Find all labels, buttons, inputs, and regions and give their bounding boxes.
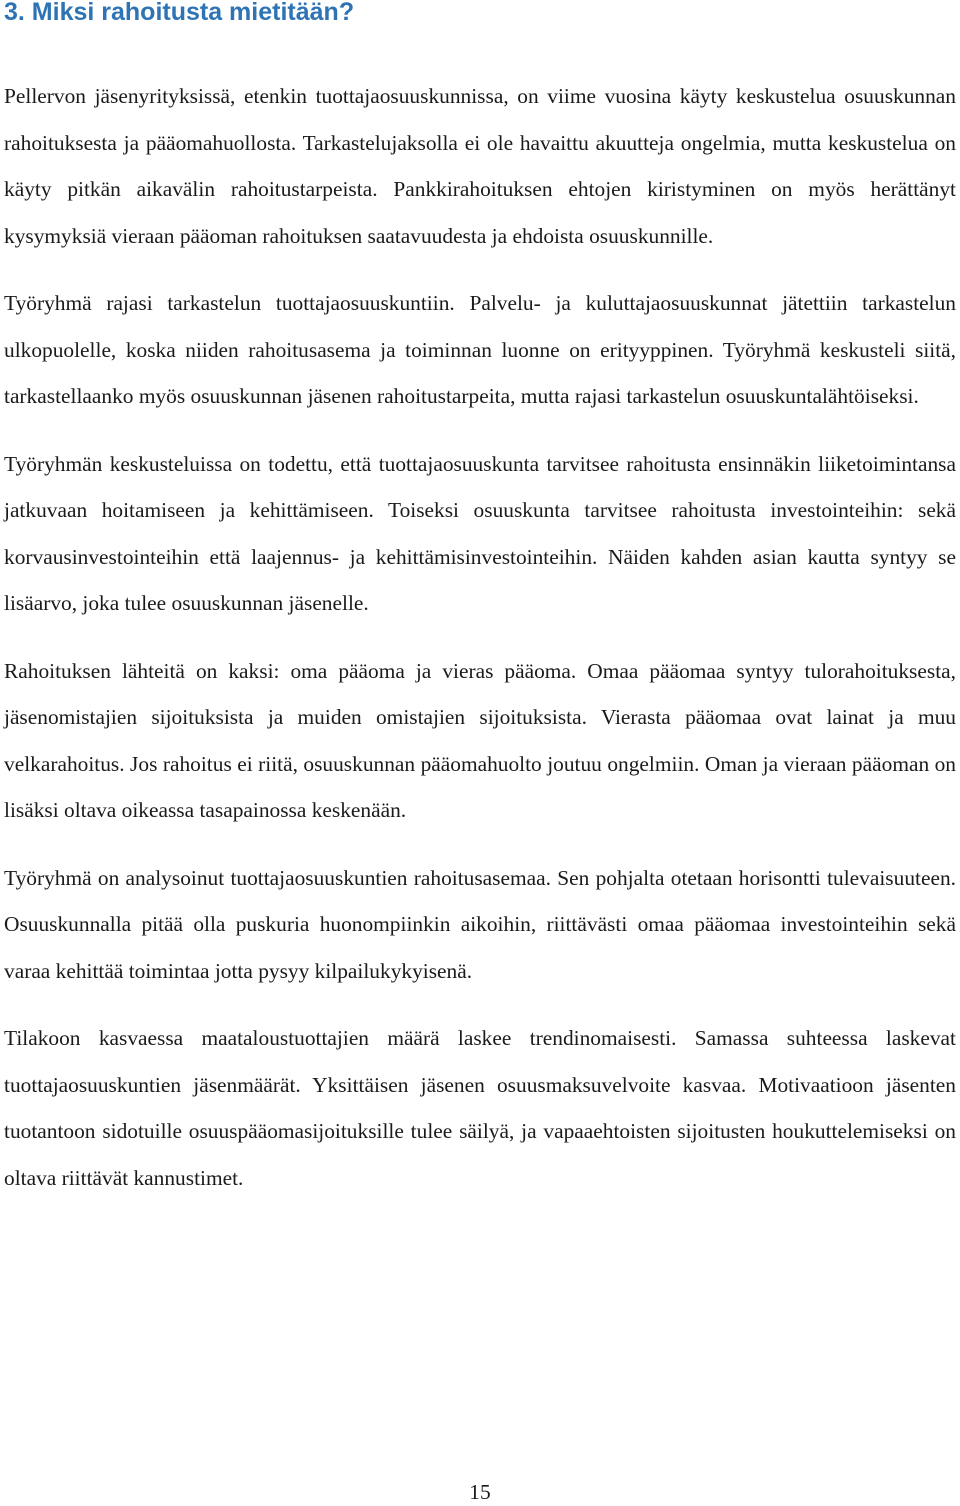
- paragraph-scope: Työryhmä rajasi tarkastelun tuottajaosuuskuntiin. Palvelu- ja kuluttajaosuuskunnat jätettiin tarkastelun ulkopuolelle, koska niiden rahoitusasema ja toiminnan luonne on erityyppinen. Työryhmä keskusteli siitä, tarkastellaanko myös osuuskunnan jäsenen rahoitustarpeita, mutta rajasi tarkastelun osuuskuntalähtöiseksi.: [4, 291, 956, 408]
- document-page: [4, 0, 956, 1201]
- page-number: 15: [469, 1480, 491, 1504]
- section-heading: 3. Miksi rahoitusta mietitään?: [4, 0, 355, 26]
- paragraph-financing-sources: Rahoituksen lähteitä on kaksi: oma pääoma ja vieras pääoma. Omaa pääomaa syntyy tulorahoituksesta, jäsenomistajien sijoituksista ja muiden omistajien sijoituksista. Vierasta pääomaa ovat lainat ja muu velkarahoitus. Jos rahoitus ei riitä, osuuskunnan pääomahuolto joutuu ongelmiin. Oman ja vieraan pääoman on lisäksi oltava oikeassa tasapainossa keskenään.: [4, 658, 956, 822]
- paragraph-analysis: Työryhmä on analysoinut tuottajaosuuskuntien rahoitusasemaa. Sen pohjalta otetaan horisontti tulevaisuuteen. Osuuskunnalla pitää olla puskuria huonompiinkin aikoihin, riittävästi omaa pääomaa investointeihin sekä varaa kehittää toimintaa jotta pysyy kilpailukykyisenä.: [4, 865, 956, 983]
- paragraph-financing-needs: Työryhmän keskusteluissa on todettu, että tuottajaosuuskunta tarvitsee rahoitusta ensinnäkin liiketoimintansa jatkuvaan hoitamiseen ja kehittämiseen. Toiseksi osuuskunta tarvitsee rahoitusta investointeihin: sekä korvausinvestointeihin että laajennus- ja kehittämisinvestointeihin. Näiden kahden asian kautta syntyy se lisäarvo, joka tulee osuuskunnan jäsenelle.: [4, 451, 956, 615]
- paragraph-membership-trends: Tilakoon kasvaessa maataloustuottajien määrä laskee trendinomaisesti. Samassa suhteessa laskevat tuottajaosuuskuntien jäsenmäärät. Yksittäisen jäsenen osuusmaksuvelvoite kasvaa. Motivaatioon jäsenten tuotantoon sidotuille osuuspääomasijoituksille tulee säilyä, ja vapaaehtoisten sijoitusten houkuttelemiseksi on oltava riittävät kannustimet.: [4, 1026, 956, 1190]
- paragraph-financing-discussion: Pellervon jäsenyrityksissä, etenkin tuottajaosuuskunnissa, on viime vuosina käyty keskustelua osuuskunnan rahoituksesta ja pääomahuollosta. Tarkastelujaksolla ei ole havaittu akuutteja ongelmia, mutta keskustelua on käyty pitkän aikavälin rahoitustarpeista. Pankkirahoituksen ehtojen kiristyminen on myös herättänyt kysymyksiä vieraan pääoman rahoituksen saatavuudesta ja ehdoista osuuskunnille.: [4, 84, 956, 248]
